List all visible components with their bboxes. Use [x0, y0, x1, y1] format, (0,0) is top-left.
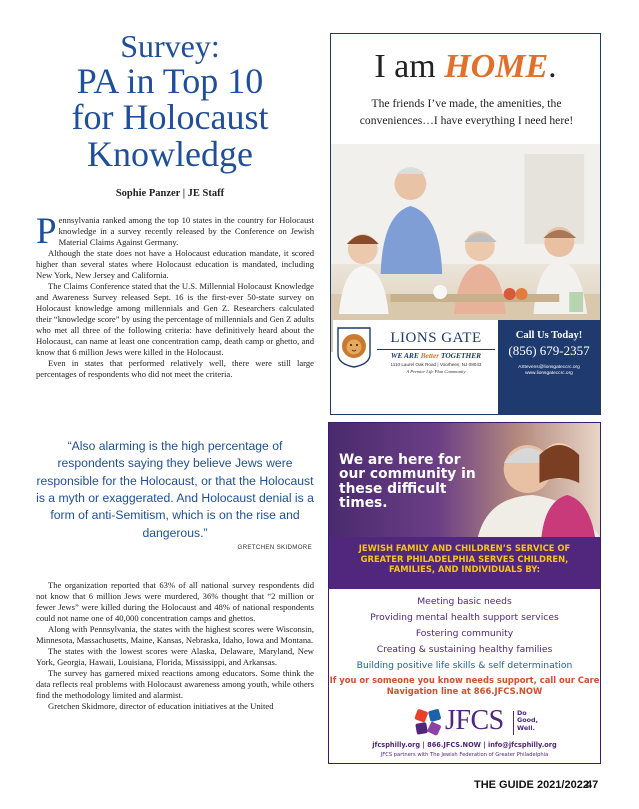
lionsgate-ad[interactable]: [330, 33, 601, 415]
tagline-part-a: WE ARE: [390, 351, 421, 360]
jfcs-motto: [517, 710, 557, 732]
jfcs-wordmark: JFCS: [445, 705, 504, 736]
services-list: [329, 594, 600, 674]
paragraph-7: The states with the lowest scores were Alaska, Delaware, Maryland, New York, Georgia, Hawaii, Louisiana, Florida, Mississippi, and Arkansas.: [36, 646, 314, 667]
service-item: Providing mental health support services: [370, 612, 559, 623]
lion-crest-icon: [336, 326, 372, 368]
paragraph-9: Gretchen Skidmore, director of education initiatives at the United: [48, 701, 274, 711]
call-label: Call Us Today!: [515, 330, 583, 341]
paragraph-5: The organization reported that 63% of all national survey respondents did not know that 6 million Jews were murdered, 36% thought that “2 million or fewer Jews” were killed during the Holocaust and 48% of national respondents could not name one of 40,000 concentration camps and ghettos.: [36, 580, 314, 623]
motto-line-2: Good,: [517, 716, 539, 725]
article-body-bottom: [36, 580, 314, 712]
publication-footer: THE GUIDE 2021/2022: [474, 779, 589, 791]
article-title: [40, 30, 300, 173]
support-callout: If you or someone you know needs support, call our Care Navigation line at 866.JFCS.NOW: [329, 675, 600, 696]
paragraph-3: The Claims Conference stated that the U.S. Millennial Holocaust Knowledge and Awareness Survey released Sept. 16 is the first-ever 50-state survey on Holocaust knowledge among millennials and Gen Z. Researchers calculated their “knowledge score” by using the percentage of millennials and Gen Z adults who met all three of the following criteria: have definitively heard about the Holocaust, can name at least one concentration camp, death camp or ghetto, and know that 6 million Jews were killed in the Holocaust.: [36, 281, 314, 357]
lionsgate-logo: [333, 320, 498, 406]
mission-band: [329, 537, 600, 589]
phone-number[interactable]: (856) 679-2357: [508, 343, 590, 358]
tagline-better: Better: [420, 351, 440, 360]
title-line-4: Knowledge: [87, 134, 253, 175]
brand-name: LIONS GATE: [390, 330, 482, 346]
community-descriptor: A Premier Life Plan Community: [406, 369, 466, 374]
paragraph-8: The survey has garnered mixed reactions among educators. Some think the data reflects real problems with Holocaust awareness among youth, while others find the methodology limited and alarmist.: [36, 668, 314, 700]
pull-quote: “Also alarming is the high percentage of respondents saying they believe Jews were responsible for the Holocaust, or that the Holocaust is a myth or exaggerated. And Holocaust denial is a form of anti-Semitism, which is on the rise and dangerous.”: [36, 439, 314, 540]
service-item: Fostering community: [415, 628, 514, 639]
title-line-2: PA in Top 10: [76, 60, 264, 101]
paragraph-2: Although the state does not have a Holocaust education mandate, it scored higher than several states where Holocaust education is mandated, including New York, New Jersey and California.: [36, 248, 314, 280]
service-item: Creating & sustaining healthy families: [376, 644, 553, 655]
tagline-part-c: TOGETHER: [439, 351, 482, 360]
byline: Sophie Panzer | JE Staff: [115, 188, 225, 199]
website-link[interactable]: www.lionsgateccrc.org: [525, 371, 573, 376]
call-box: [498, 320, 600, 414]
partner-note: JFCS partners with The Jewish Federation of Greater Philadelphia: [380, 752, 549, 758]
paragraph-1-text: ennsylvania ranked among the top 10 states in the country for Holocaust knowledge in a survey recently released by the Conference on Jewish Material Claims Against Germany.: [58, 215, 314, 247]
page-number: 47: [586, 779, 599, 791]
paragraph-1: [36, 211, 314, 252]
title-line-3: for Holocaust: [71, 97, 269, 138]
jfcs-contacts[interactable]: jfcsphilly.org | 866.JFCS.NOW | info@jfcsphilly.org: [372, 741, 557, 749]
drop-cap: P: [36, 211, 57, 252]
paragraph-6: Along with Pennsylvania, the states with the highest scores were Wisconsin, Minnesota, Massachusetts, Maine, Kansas, Nebraska, Idaho, Iowa and Montana.: [36, 624, 314, 645]
title-line-1: Survey:: [120, 28, 220, 64]
motto-line-3: Well.: [517, 723, 535, 732]
ad-subhead: The friends I’ve made, the amenities, the conveniences…I have everything I need here!: [359, 97, 574, 127]
brand-tagline: [377, 349, 495, 360]
address: 1110 Laurel Oak Road | Voorhees, NJ 08043: [390, 362, 482, 367]
pull-quote-credit: GRETCHEN SKIDMORE: [237, 544, 312, 551]
paragraph-4: Even in states that performed relatively well, there were still large percentages of respondents who did not meet the criteria.: [36, 358, 314, 379]
mission-text: JEWISH FAMILY AND CHILDREN’S SERVICE OF GREATER PHILADELPHIA SERVES CHILDREN, FAMILIES, AND INDIVIDUALS BY:: [358, 543, 571, 574]
logo-divider: [513, 711, 514, 735]
jfcs-logo: [413, 707, 563, 741]
headline-suffix: .: [548, 48, 557, 85]
jfcs-ad[interactable]: [328, 422, 601, 764]
ad-headline: We are here for our community in these difficult times.: [339, 452, 476, 512]
email-address[interactable]: AStevens@lionsgateccrc.org: [518, 365, 580, 370]
headline-prefix: I am: [374, 48, 445, 85]
ad-headline: [331, 48, 600, 86]
headline-emphasis: HOME: [444, 48, 549, 85]
service-item: Meeting basic needs: [417, 596, 512, 607]
article-body-top: [36, 211, 314, 380]
motto-line-1: Do: [517, 709, 527, 717]
jfcs-flower-icon: [413, 707, 443, 737]
service-item: Building positive life skills & self determination: [356, 660, 573, 671]
